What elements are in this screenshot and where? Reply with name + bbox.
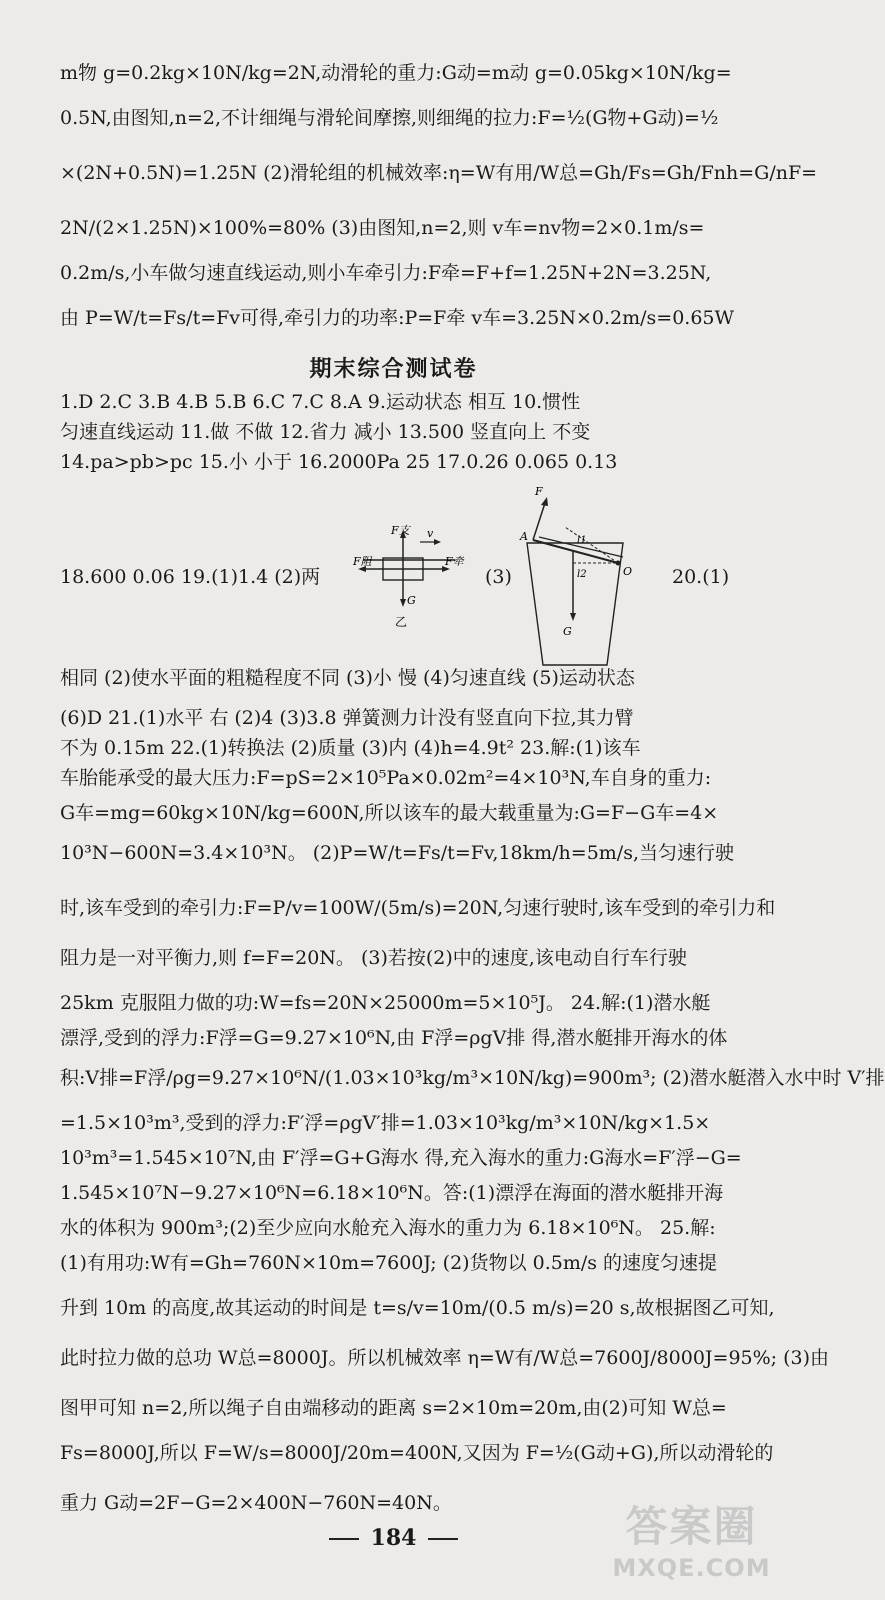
watermark [604,1494,779,1594]
fig-label: F [535,485,543,498]
text-line: 由 P=W/t=Fs/t=Fv可得,牵引力的功率:P=F牵 v车=3.25N×0.2m/s=0.65W [60,307,735,329]
text-line: 车胎能承受的最大压力:F=pS=2×10⁵Pa×0.02m²=4×10³N,车自身的重力: [60,767,712,789]
text-line: 漂浮,受到的浮力:F浮=G=9.27×10⁶N,由 F浮=ρgV排 得,潜水艇排开海水的体 [60,1027,728,1049]
text-line: ×(2N+0.5N)=1.25N (2)滑轮组的机械效率:η=W有用/W总=Gh/Fs=Gh/Fnh=G/nF= [60,162,818,184]
answer-line: 14.pa>pb>pc 15.小 小于 16.2000Pa 25 17.0.26 0.065 0.13 [60,451,618,473]
text-line: 1.545×10⁷N−9.27×10⁶N=6.18×10⁶N。答:(1)漂浮在海面的潜水艇排开海 [60,1182,724,1204]
answer-line: 18.600 0.06 19.(1)1.4 (2)两 [60,566,321,588]
text-line: 阻力是一对平衡力,则 f=F=20N。 (3)若按(2)中的速度,该电动自行车行驶 [60,947,687,969]
text-line: 不为 0.15m 22.(1)转换法 (2)质量 (3)内 (4)h=4.9t² 23.解:(1)该车 [60,737,641,759]
text-line: 水的体积为 900m³;(2)至少应向水舱充入海水的重力为 6.18×10⁶N。 25.解: [60,1217,716,1239]
answer-line: (3) [485,566,512,588]
text-line: 重力 G动=2F−G=2×400N−760N=40N。 [60,1492,452,1514]
fig-label: A [520,530,528,543]
text-line: 10³m³=1.545×10⁷N,由 F′浮=G+G海水 得,充入海水的重力:G海水=F′浮−G= [60,1147,742,1169]
text-line: (6)D 21.(1)水平 右 (2)4 (3)3.8 弹簧测力计没有竖直向下拉,其力臂 [60,707,634,729]
fig-label: G [407,594,416,607]
force-f-arrow [533,503,545,540]
text-line: 图甲可知 n=2,所以绳子自由端移动的距离 s=2×10m=20m,由(2)可知 W总= [60,1397,727,1419]
lever-diagram-bucket [515,485,640,670]
text-line: 0.2m/s,小车做匀速直线运动,则小车牵引力:F牵=F+f=1.25N+2N=3.25N, [60,262,712,284]
answer-line: 匀速直线运动 11.做 不做 12.省力 减小 13.500 竖直向上 不变 [60,421,591,443]
fig-caption: 乙 [395,615,408,629]
text-line: 相同 (2)使水平面的粗糙程度不同 (3)小 慢 (4)匀速直线 (5)运动状态 [60,667,635,689]
answer-line: 1.D 2.C 3.B 4.B 5.B 6.C 7.C 8.A 9.运动状态 相互 10.惯性 [60,391,581,413]
text-line: 升到 10m 的高度,故其运动的时间是 t=s/v=10m/(0.5 m/s)=20 s,故根据图乙可知, [60,1297,775,1319]
fig-label: l1 [577,535,587,546]
text-line: 0.5N,由图知,n=2,不计细绳与滑轮间摩擦,则细绳的拉力:F=½(G物+G动)=½ [60,107,719,129]
text-line: Fs=8000J,所以 F=W/s=8000J/20m=400N,又因为 F=½(G动+G),所以动滑轮的 [60,1442,774,1464]
text-line: m物 g=0.2kg×10N/kg=2N,动滑轮的重力:G动=m动 g=0.05kg×10N/kg= [60,62,732,84]
text-line: G车=mg=60kg×10N/kg=600N,所以该车的最大载重量为:G=F−G车=4× [60,802,719,824]
page-number: 184 [370,1525,417,1551]
fig-label: F支 [391,524,410,537]
text-line: 25km 克服阻力做的功:W=fs=20N×25000m=5×10⁵J。 24.解:(1)潜水艇 [60,992,711,1014]
text-line: 2N/(2×1.25N)×100%=80% (3)由图知,n=2,则 v车=nv物=2×0.1m/s= [60,217,705,239]
fig-label: F阻 [353,555,372,568]
text-line: =1.5×10³m³,受到的浮力:F′浮=ρgV′排=1.03×10³kg/m³×10N/kg×1.5× [60,1112,711,1134]
section-title: 期末综合测试卷 [309,357,478,382]
watermark-url: MXQE.COM [612,1554,771,1582]
text-line: 积:V排=F浮/ρg=9.27×10⁶N/(1.03×10³kg/m³×10N/kg)=900m³; (2)潜水艇潜入水中时 V′排 [60,1067,885,1089]
text-line: 10³N−600N=3.4×10³N。 (2)P=W/t=Fs/t=Fv,18km/h=5m/s,当匀速行驶 [60,842,734,864]
force-diagram-cart [345,520,470,635]
text-line: 此时拉力做的总功 W总=8000J。所以机械效率 η=W有/W总=7600J/8000J=95%; (3)由 [60,1347,830,1369]
answer-line: 20.(1) [672,566,730,588]
fig-label: G [563,625,572,638]
fig-label: l2 [577,569,587,580]
text-line: (1)有用功:W有=Gh=760N×10m=7600J; (2)货物以 0.5m/s 的速度匀速提 [60,1252,718,1274]
text-line: 时,该车受到的牵引力:F=P/v=100W/(5m/s)=20N,匀速行驶时,该车受到的牵引力和 [60,897,776,919]
fig-label: v [427,527,434,540]
fig-label: O [623,565,633,578]
watermark-logo-text: 答案圈 [625,1502,758,1551]
fig-label: F牵 [445,555,464,568]
